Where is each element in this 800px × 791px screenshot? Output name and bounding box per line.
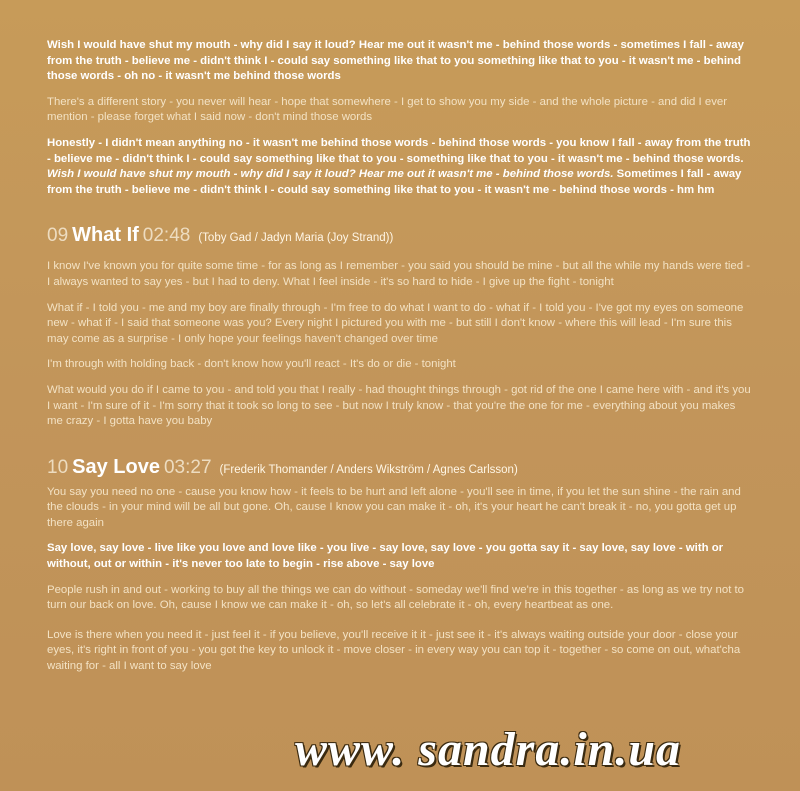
track-number: 10 xyxy=(47,456,69,478)
lyrics-paragraph: You say you need no one - cause you know how - it feels to be hurt and left alone - you'll see in time, if you let the sun shine - the rain and the clouds - in your mind will be all but gone. Oh, cause I know you can make it - oh, it's your heart he can't break it - no, you gotta get up there again xyxy=(47,485,741,529)
lyrics-paragraph: Wish I would have shut my mouth - why did I say it loud? Hear me out it wasn't me - behind those words - sometimes I fall - away from the truth - believe me - didn't think I - could say something like that to you something like that to you - it wasn't me - behind those words - oh no - it wasn't me behind those words xyxy=(47,39,744,83)
track-title: What If xyxy=(72,224,139,247)
lyrics-text-italic: Wish I would have shut my mouth - why did I say it loud? Hear me out it wasn't me - behind those words. xyxy=(47,168,614,181)
track-heading-10 xyxy=(47,456,753,479)
lyrics-paragraph xyxy=(47,136,753,198)
lyrics-paragraph: What if - I told you - me and my boy are finally through - I'm free to do what I want to do - what if - I told you - I've got my eyes on someone new - what if - I said that someone was you? Every night I pictured you with me - but still I don't know - where this will lead - I'm sure this may come as a surprise - I only hope your feelings haven't changed over time xyxy=(47,301,744,345)
track-credits: (Frederik Thomander / Anders Wikström / Agnes Carlsson) xyxy=(219,463,518,476)
lyrics-text: Sometimes I fall - away from the truth - believe me - didn't think I - could say something like that to you - it wasn't me - behind those words - hm hm xyxy=(47,168,742,196)
track-heading-09 xyxy=(47,224,753,247)
lyrics-paragraph: What would you do if I came to you - and told you that I really - had thought things through - got rid of the one I came here with - and it's you I want - I'm sure of it - I'm sorry that it took so long to see - but now I truly know - that you're the one for me - everything about you makes me crazy - I gotta have you baby xyxy=(47,383,751,428)
lyrics-paragraph: People rush in and out - working to buy all the things we can do without - someday we'll find we're in this together - as long as we try not to turn our back on love. Oh, cause I know we can make it - oh, so let's all celebrate it - oh, every heartbeat as one. xyxy=(47,583,745,612)
lyrics-paragraph: Love is there when you need it - just feel it - if you believe, you'll receive it it - just see it - it's always waiting outside your door - close your eyes, it's right in front of you - you got the key to unlock it - move closer - in every way you can top it - together - so come on out, what'cha waiting for - all I want to say love xyxy=(47,628,741,673)
track-duration: 03:27 xyxy=(163,456,212,478)
track-title: Say Love xyxy=(72,455,160,478)
lyrics-paragraph: I know I've known you for quite some time - for as long as I remember - you said you should be mine - but all the while my hands were tied - I always wanted to say yes - but I had to deny. What I feel inside - it's so hard to hide - I give up the fight - tonight xyxy=(47,260,751,288)
lyrics-paragraph: There's a different story - you never will hear - hope that somewhere - I get to show you my side - and the whole picture - and did I ever mention - please forget what I said now - don't mind those words xyxy=(47,95,728,124)
lyrics-paragraph: Say love, say love - live like you love and love like - you live - say love, say love - you gotta say it - say love, say love - with or without, out or within - it's never too late to begin - rise above - say love xyxy=(47,542,724,571)
lyrics-page xyxy=(47,38,753,675)
lyrics-text: Honestly - I didn't mean anything no - it wasn't me behind those words - behind those words - you know I fall - away from the truth - believe me - didn't think I - could say something like that to you - something like that to you - it wasn't me - behind those words. xyxy=(47,136,751,165)
lyrics-paragraph: I'm through with holding back - don't know how you'll react - It's do or die - tonight xyxy=(47,358,456,371)
track-duration: 02:48 xyxy=(142,225,191,247)
site-watermark: www. sandra.in.ua xyxy=(295,723,682,776)
track-credits: (Toby Gad / Jadyn Maria (Joy Strand)) xyxy=(198,232,394,245)
track-number: 09 xyxy=(47,225,69,247)
